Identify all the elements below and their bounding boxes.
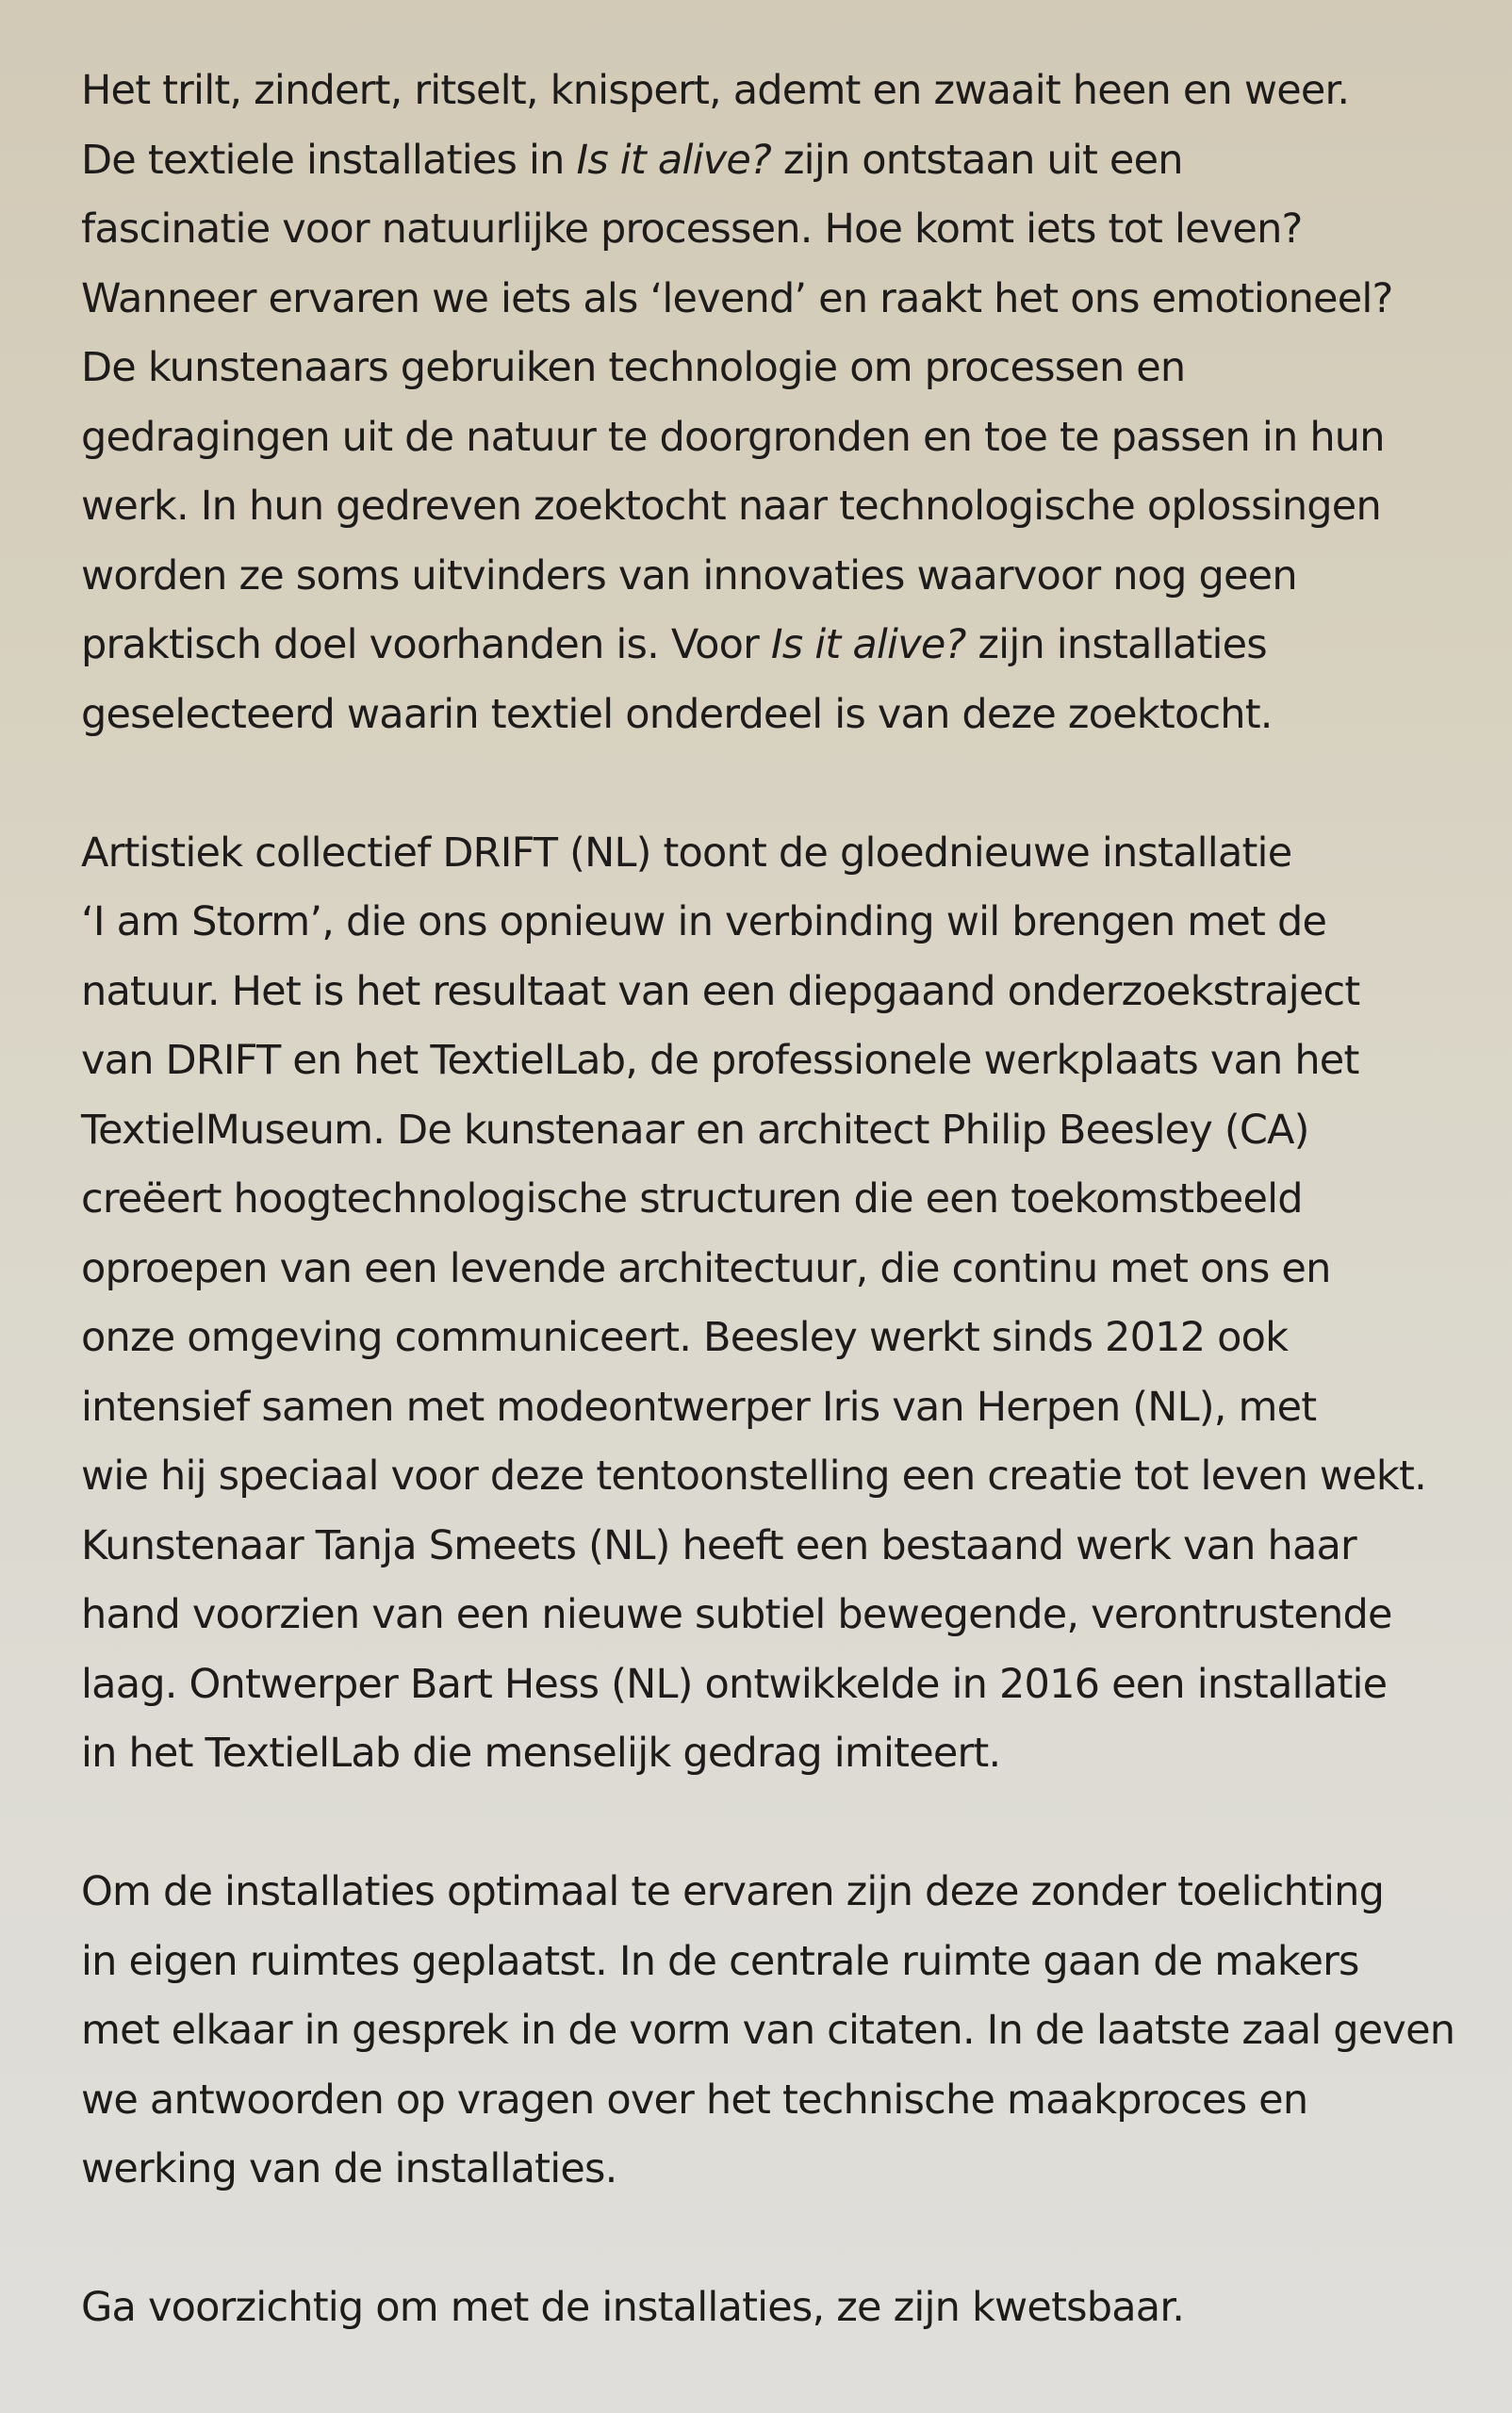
text-line: creëert hoogtechnologische structuren die een toekomstbeeld: [81, 1175, 1303, 1223]
text-line: Het trilt, zindert, ritselt, knispert, ademt en zwaait heen en weer.: [81, 67, 1350, 114]
paragraph-gap: [81, 749, 1474, 819]
text-line: De textiele installaties in Is it alive? zijn ontstaan uit een: [81, 136, 1183, 184]
text-line: intensief samen met modeontwerper Iris van Herpen (NL), met: [81, 1383, 1317, 1431]
text-line: laag. Ontwerper Bart Hess (NL) ontwikkelde in 2016 een installatie: [81, 1660, 1388, 1708]
text-line: wie hij speciaal voor deze tentoonstelling een creatie tot leven wekt.: [81, 1453, 1426, 1500]
text-line: Om de installaties optimaal te ervaren zijn deze zonder toelichting: [81, 1868, 1385, 1915]
text-line: fascinatie voor natuurlijke processen. Hoe komt iets tot leven?: [81, 205, 1303, 253]
text-line: Kunstenaar Tanja Smeets (NL) heeft een bestaand werk van haar: [81, 1521, 1356, 1569]
exhibition-title: Is it alive?: [770, 621, 966, 668]
text-line: hand voorzien van een nieuwe subtiel bewegende, verontrustende: [81, 1591, 1392, 1638]
text-line: Wanneer ervaren we iets als ‘levend’ en raakt het ons emotioneel?: [81, 274, 1393, 322]
paragraph-gap: [81, 1789, 1474, 1859]
text-line: De kunstenaars gebruiken technologie om processen en: [81, 344, 1186, 391]
text-line: oproepen van een levende architectuur, die continu met ons en: [81, 1244, 1331, 1292]
text-line: Artistiek collectief DRIFT (NL) toont de gloednieuwe installatie: [81, 829, 1292, 877]
paragraph-artists: [81, 819, 1474, 1789]
paragraph-visit-info: [81, 1858, 1474, 2205]
text-line: Ga voorzichtig om met de installaties, ze zijn kwetsbaar.: [81, 2284, 1185, 2331]
text-line: TextielMuseum. De kunstenaar en architect Philip Beesley (CA): [81, 1106, 1309, 1154]
text-line: onze omgeving communiceert. Beesley werkt sinds 2012 ook: [81, 1314, 1289, 1361]
paragraph-intro: [81, 57, 1474, 749]
text-line: praktisch doel voorhanden is. Voor Is it alive? zijn installaties: [81, 621, 1267, 668]
text-line: ‘I am Storm’, die ons opnieuw in verbinding wil brengen met de: [81, 898, 1327, 945]
exhibition-title: Is it alive?: [576, 136, 772, 184]
text-line: worden ze soms uitvinders van innovaties waarvoor nog geen: [81, 551, 1297, 599]
text-line: werking van de installaties.: [81, 2145, 617, 2192]
paragraph-gap: [81, 2205, 1474, 2274]
text-line: met elkaar in gesprek in de vorm van citaten. In de laatste zaal geven: [81, 2007, 1455, 2054]
text-line: in eigen ruimtes geplaatst. In de centrale ruimte gaan de makers: [81, 1937, 1359, 1985]
text-line: werk. In hun gedreven zoektocht naar technologische oplossingen: [81, 483, 1381, 530]
text-line: we antwoorden op vragen over het technische maakproces en: [81, 2076, 1308, 2124]
text-line: geselecteerd waarin textiel onderdeel is van deze zoektocht.: [81, 690, 1273, 738]
text-line: van DRIFT en het TextielLab, de professionele werkplaats van het: [81, 1037, 1359, 1084]
text-line: natuur. Het is het resultaat van een diepgaand onderzoekstraject: [81, 967, 1360, 1015]
text-line: gedragingen uit de natuur te doorgronden en toe te passen in hun: [81, 413, 1385, 461]
text-line: in het TextielLab die menselijk gedrag imiteert.: [81, 1730, 1001, 1777]
paragraph-warning: [81, 2273, 1474, 2343]
